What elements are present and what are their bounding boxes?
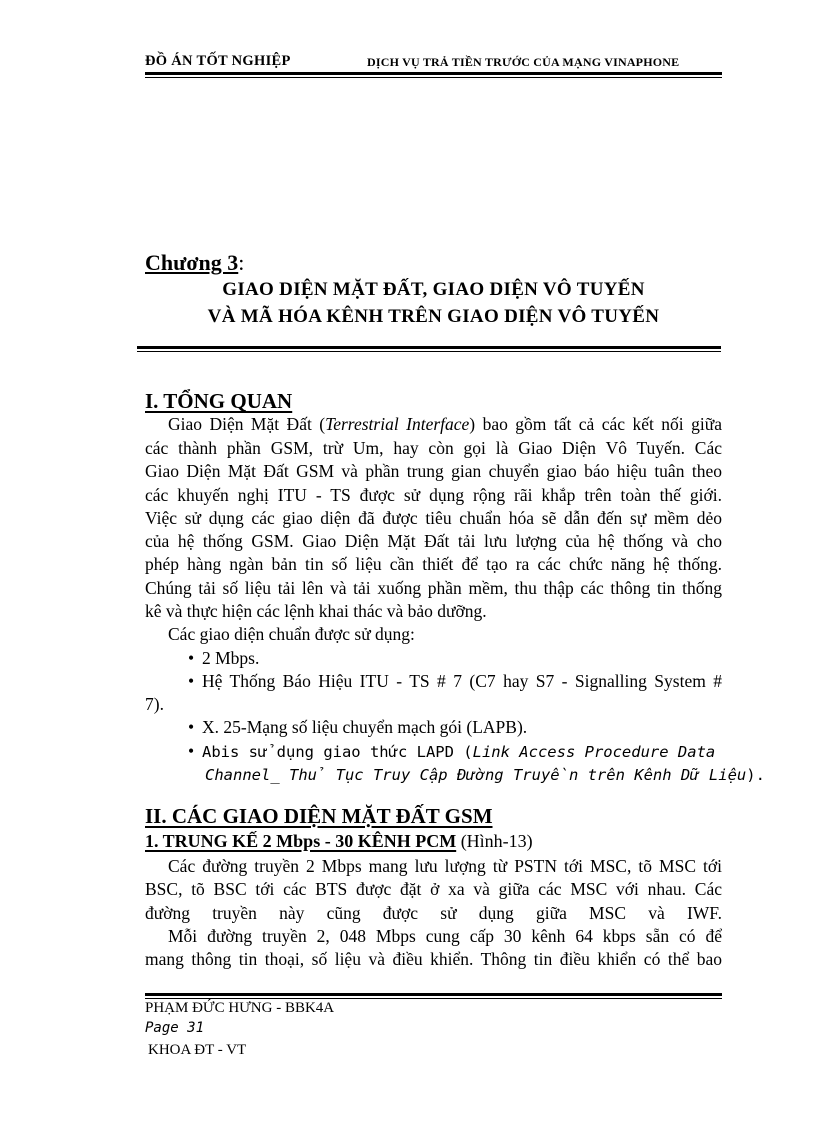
header-rule-thin [145, 77, 722, 78]
header-left-title: ĐỒ ÁN TỐT NGHIỆP [145, 53, 291, 69]
header-rule [145, 72, 722, 75]
paragraph-line: Giao Diện Mặt Đất GSM và phần trung gian chuyển giao báo hiệu tuân theo [145, 461, 722, 481]
list-item [188, 740, 722, 763]
bullet-icon: • [188, 648, 195, 668]
paragraph-line: các khuyến nghị ITU - TS được sử dụng rộng rãi khắp trên toàn thế giới. [145, 485, 722, 505]
paragraph-line: phép hàng ngàn bản tin số liệu cần thiết để tạo ra các chức năng hệ thống. [145, 554, 722, 574]
section-heading-overview: I. TỔNG QUAN [145, 389, 293, 413]
paragraph-line: kê và thực hiện các lệnh khai thác và bảo dưỡng. [145, 601, 487, 621]
paragraph-line: mang thông tin thoại, số liệu và điều khiển. Thông tin điều khiển có thể bao [145, 949, 722, 969]
text-italic: Link Access Procedure Data [472, 743, 716, 761]
footer-author: PHẠM ĐỨC HƯNG - BBK4A [145, 1000, 335, 1016]
subsection-title: 1. TRUNG KẾ 2 Mbps - 30 KÊNH PCM [145, 831, 457, 851]
paragraph-line [168, 413, 722, 435]
header-right-title: DỊCH VỤ TRẢ TIỀN TRƯỚC CỦA MẠNG VINAPHONE [367, 55, 680, 69]
chapter-title-line1: GIAO DIỆN MẶT ĐẤT, GIAO DIỆN VÔ TUYẾN [222, 279, 645, 300]
list-item-text: 2 Mbps. [202, 648, 260, 668]
chapter-colon: : [238, 250, 245, 275]
list-item-text: X. 25-Mạng số liệu chuyển mạch gói (LAPB). [202, 717, 528, 737]
chapter-divider-thin [137, 351, 721, 352]
footer-department: KHOA ĐT - VT [148, 1042, 247, 1058]
list-item-text: Hệ Thống Báo Hiệu ITU - TS # 7 (C7 hay S7 - Signalling System # [202, 671, 722, 691]
text-italic: Terrestrial Interface [325, 414, 470, 434]
footer-rule-thin [145, 998, 722, 999]
subsection-heading [145, 831, 533, 852]
text-run: ). [746, 766, 765, 784]
text-run: ) bao gồm tất cả các kết nối giữa [469, 414, 722, 434]
section-heading-terrestrial: II. CÁC GIAO DIỆN MẶT ĐẤT GSM [145, 804, 493, 828]
bullet-icon: • [188, 717, 195, 737]
list-item-continuation: 7). [145, 694, 164, 714]
footer-rule [145, 993, 722, 996]
paragraph-line: Mỗi đường truyền 2, 048 Mbps cung cấp 30 kênh 64 kbps sẵn có để [168, 926, 722, 946]
paragraph-line: Chúng tải số liệu tải lên và tải xuống phần mềm, thu thập các thông tin thống [145, 578, 722, 598]
list-item [188, 716, 722, 738]
paragraph-line: Việc sử dụng các giao diện đã được tiêu chuẩn hóa sẽ dẫn đến sự mềm dẻo [145, 508, 722, 528]
paragraph-line: BSC, tõ BSC tới các BTS được đặt ở xa và giữa các MSC với nhau. Các [145, 879, 722, 899]
paragraph-line: của hệ thống GSM. Giao Diện Mặt Đất tải lưu lượng của hệ thống và cho [145, 531, 722, 551]
figure-reference: (Hình-13) [456, 831, 533, 851]
chapter-label [145, 250, 244, 276]
list-item [188, 670, 722, 692]
paragraph-line: đường truyền này cũng được sử dụng giữa MSC và IWF. [145, 903, 722, 923]
list-item [188, 647, 722, 669]
text-italic: Channel_ Thủ Tục Truy Cập Đường Truyền trên Kênh Dữ Liệu [205, 766, 747, 784]
paragraph-line: Các đường truyền 2 Mbps mang lưu lượng từ PSTN tới MSC, tõ MSC tới [168, 856, 722, 876]
footer-page-number: Page 31 [145, 1020, 205, 1036]
paragraph-line: các thành phần GSM, trừ Um, hay còn gọi là Giao Diện Vô Tuyến. Các [145, 438, 722, 458]
text-run: Giao Diện Mặt Đất ( [168, 414, 326, 434]
list-item-continuation [205, 763, 765, 786]
chapter-number: Chương 3 [145, 250, 239, 275]
paragraph-intro: Các giao diện chuẩn được sử dụng: [168, 624, 415, 644]
bullet-icon: • [188, 741, 195, 761]
page-header [145, 50, 722, 72]
bullet-icon: • [188, 671, 195, 691]
chapter-title-line2: VÀ MÃ HÓA KÊNH TRÊN GIAO DIỆN VÔ TUYẾN [207, 306, 660, 327]
chapter-divider [137, 346, 721, 349]
list-item-text: Abis sử dụng giao thức LAPD ( [202, 743, 473, 761]
